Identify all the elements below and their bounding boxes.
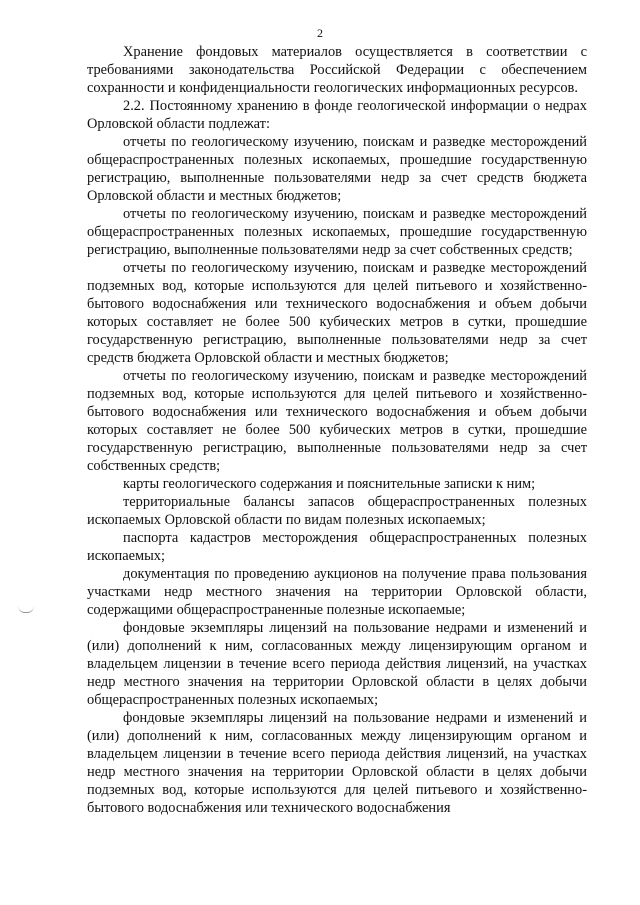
- paragraph-geological-maps: карты геологического содержания и пояснительные записки к ним;: [123, 476, 536, 492]
- paragraph-auction-documentation: документация по проведению аукционов на получение права пользования участками недр местного значения на территории Орловской области, содержащими общераспространенные полезные ископаемые;: [87, 566, 587, 618]
- paragraph-section-2-2: 2.2. Постоянному хранению в фонде геологической информации о недрах Орловской области подлежат:: [87, 98, 587, 132]
- paragraph-reports-groundwater-budget: отчеты по геологическому изучению, поискам и разведке месторождений подземных вод, которые используются для целей питьевого и хозяйственно-бытового водоснабжения или технического водоснабжения и объем добычи которых составляет не более 500 кубических метров в сутки, прошедшие государственную регистрацию, выполненные пользователями недр за счет средств бюджета Орловской области и местных бюджетов;: [87, 260, 587, 366]
- paragraph-reports-groundwater-own-funds: отчеты по геологическому изучению, поискам и разведке месторождений подземных вод, которые используются для целей питьевого и хозяйственно-бытового водоснабжения или технического водоснабжения и объем добычи которых составляет не более 500 кубических метров в сутки, прошедшие государственную регистрацию, выполненные пользователями недр за счет собственных средств;: [87, 368, 587, 474]
- paragraph-cadastre-passports: паспорта кадастров месторождения общераспространенных полезных ископаемых;: [87, 530, 587, 564]
- document-body: [87, 43, 587, 817]
- paragraph-licenses-common-minerals: фондовые экземпляры лицензий на пользование недрами и изменений и (или) дополнений к ним, согласованных между лицензирующим органом и владельцем лицензии в течение всего периода действия лицензий, на участках недр местного значения на территории Орловской области в целях добычи общераспространенных полезных ископаемых;: [87, 620, 587, 708]
- paragraph-territorial-balances: территориальные балансы запасов общераспространенных полезных ископаемых Орловской области по видам полезных ископаемых;: [87, 494, 587, 528]
- page-number: 2: [317, 26, 323, 40]
- paragraph-reports-common-budget: отчеты по геологическому изучению, поискам и разведке месторождений общераспространенных полезных ископаемых, прошедшие государственную регистрацию, выполненные пользователями недр за счет средств бюджета Орловской области и местных бюджетов;: [87, 134, 587, 204]
- paragraph-licenses-groundwater: фондовые экземпляры лицензий на пользование недрами и изменений и (или) дополнений к ним, согласованных между лицензирующим органом и владельцем лицензии в течение всего периода действия лицензий, на участках недр местного значения на территории Орловской области в целях добычи подземных вод, которые используются для целей питьевого и хозяйственно-бытового водоснабжения или технического водоснабжения: [87, 710, 587, 816]
- scan-artifact-mark: [18, 606, 34, 613]
- paragraph-storage-requirements: Хранение фондовых материалов осуществляется в соответствии с требованиями законодательства Российской Федерации с обеспечением сохранности и конфиденциальности геологических информационных ресурсов.: [87, 44, 587, 96]
- paragraph-reports-common-own-funds: отчеты по геологическому изучению, поискам и разведке месторождений общераспространенных полезных ископаемых, прошедшие государственную регистрацию, выполненные пользователями недр за счет собственных средств;: [87, 206, 587, 258]
